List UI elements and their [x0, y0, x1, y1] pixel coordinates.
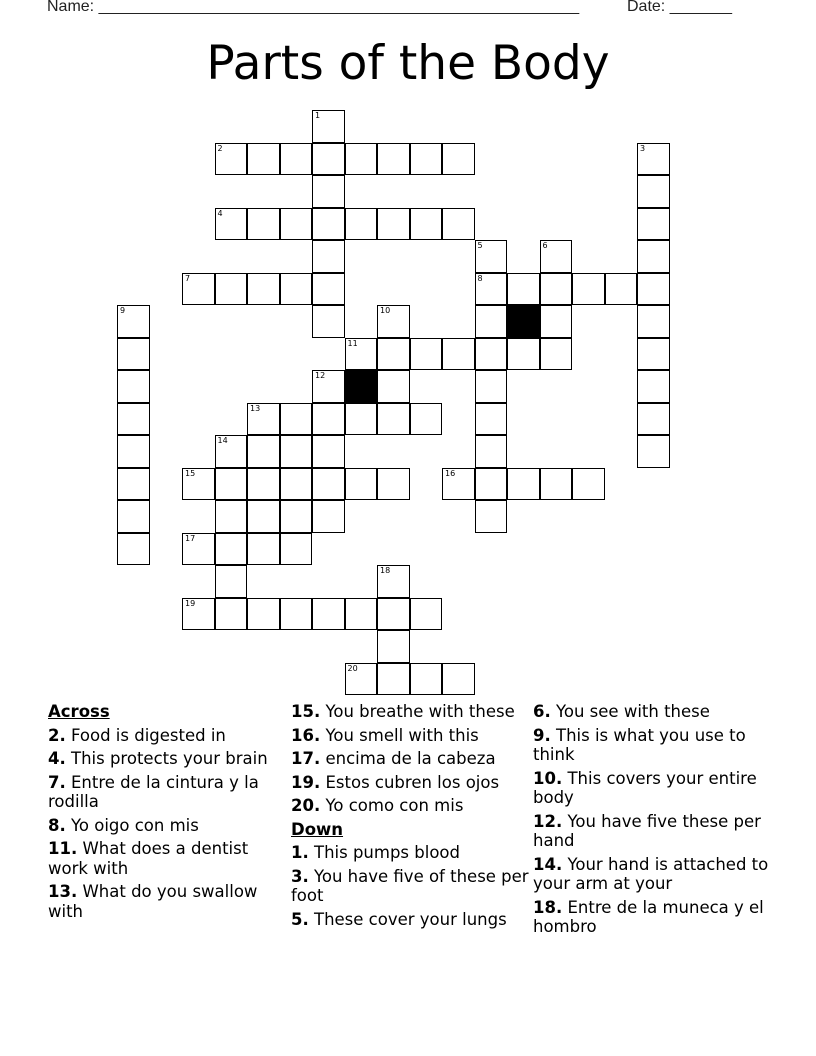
crossword-block [507, 305, 540, 338]
clue-number-label: 11 [347, 338, 358, 348]
crossword-cell[interactable] [475, 338, 508, 371]
crossword-cell[interactable] [572, 273, 605, 306]
clue-number-label: 4 [217, 208, 223, 218]
clue-across-11 [48, 839, 288, 878]
down-heading: Down [291, 819, 344, 839]
clue-number-label: 1 [315, 111, 321, 120]
crossword-cell[interactable] [117, 305, 150, 338]
crossword-cell[interactable] [637, 370, 670, 403]
clue-number: 9. [533, 725, 551, 745]
crossword-cell[interactable] [280, 208, 313, 241]
crossword-cell[interactable] [280, 598, 313, 631]
clue-down-18 [533, 898, 769, 937]
crossword-cell[interactable] [410, 403, 443, 436]
crossword-cell[interactable] [215, 208, 248, 241]
crossword-cell[interactable] [312, 598, 345, 631]
crossword-cell[interactable] [637, 143, 670, 176]
crossword-block [345, 370, 378, 403]
clues-column-3 [533, 702, 769, 941]
crossword-cell[interactable] [637, 435, 670, 468]
crossword-cell[interactable] [312, 143, 345, 176]
clue-number: 2. [48, 725, 66, 745]
crossword-cell[interactable] [117, 500, 150, 533]
clue-number: 12. [533, 811, 563, 831]
clue-number: 8. [48, 815, 66, 835]
crossword-cell[interactable] [215, 598, 248, 631]
crossword-cell[interactable] [442, 663, 475, 696]
crossword-cell[interactable] [280, 468, 313, 501]
crossword-cell[interactable] [637, 305, 670, 338]
clue-text: Yo como con mis [320, 796, 464, 815]
clue-number: 20. [291, 796, 321, 815]
crossword-cell[interactable] [637, 208, 670, 241]
crossword-cell[interactable] [377, 468, 410, 501]
clue-number: 14. [533, 854, 563, 874]
crossword-cell[interactable] [442, 338, 475, 371]
crossword-cell[interactable] [280, 143, 313, 176]
clue-text: This pumps blood [308, 843, 460, 862]
crossword-cell[interactable] [182, 468, 215, 501]
crossword-cell[interactable] [247, 598, 280, 631]
crossword-cell[interactable] [475, 240, 508, 273]
crossword-cell[interactable] [182, 533, 215, 566]
clue-number: 15. [291, 702, 321, 721]
clue-number-label: 12 [315, 371, 326, 380]
crossword-cell[interactable] [410, 208, 443, 241]
clue-text: Estos cubren los ojos [320, 772, 500, 792]
crossword-cell[interactable] [312, 435, 345, 468]
crossword-cell[interactable] [540, 273, 573, 306]
crossword-cell[interactable] [345, 468, 378, 501]
clue-number-label: 8 [477, 273, 483, 283]
clue-text: You have five of these per foot [291, 866, 529, 905]
crossword-cell[interactable] [442, 208, 475, 241]
crossword-cell[interactable] [247, 500, 280, 533]
crossword-cell[interactable] [117, 338, 150, 371]
crossword-cell[interactable] [345, 598, 378, 631]
clue-number: 16. [291, 725, 321, 745]
crossword-cell[interactable] [637, 338, 670, 371]
crossword-cell[interactable] [182, 273, 215, 306]
crossword-cell[interactable] [377, 630, 410, 663]
clue-down-12 [533, 812, 769, 851]
clue-text: This covers your entire body [533, 768, 757, 807]
clue-across-19 [291, 773, 531, 793]
clue-text: You smell with this [320, 725, 479, 745]
crossword-cell[interactable] [280, 500, 313, 533]
crossword-cell[interactable] [637, 175, 670, 208]
clue-text: You see with these [550, 702, 710, 721]
crossword-cell[interactable] [215, 435, 248, 468]
clue-number-label: 18 [380, 566, 391, 575]
crossword-cell[interactable] [475, 370, 508, 403]
crossword-cell[interactable] [377, 370, 410, 403]
clue-text: You breathe with these [320, 702, 515, 721]
clue-number: 3. [291, 866, 309, 886]
crossword-cell[interactable] [312, 305, 345, 338]
clue-number-label: 10 [380, 306, 391, 315]
crossword-cell[interactable] [637, 403, 670, 436]
clue-number-label: 5 [477, 241, 483, 250]
crossword-cell[interactable] [377, 598, 410, 631]
clue-number: 4. [48, 749, 66, 768]
clue-text: This is what you use to think [533, 725, 746, 764]
crossword-cell[interactable] [605, 273, 638, 306]
crossword-cell[interactable] [215, 273, 248, 306]
crossword-cell[interactable] [475, 305, 508, 338]
crossword-cell[interactable] [410, 338, 443, 371]
crossword-cell[interactable] [475, 403, 508, 436]
clue-number-label: 20 [347, 663, 358, 673]
crossword-cell[interactable] [572, 468, 605, 501]
clue-number-label: 19 [185, 598, 196, 608]
crossword-cell[interactable] [247, 533, 280, 566]
crossword-cell[interactable] [637, 240, 670, 273]
clue-number-label: 3 [640, 143, 646, 153]
crossword-cell[interactable] [377, 208, 410, 241]
clue-across-2 [48, 726, 288, 746]
clue-text: What does a dentist work with [48, 839, 249, 878]
crossword-cell[interactable] [312, 468, 345, 501]
clue-text: Entre de la muneca y el hombro [533, 897, 764, 936]
clue-text: Your hand is attached to your arm at your [533, 854, 769, 893]
clue-text: You have five these per hand [533, 811, 761, 850]
clue-number: 13. [48, 882, 78, 901]
crossword-cell[interactable] [540, 305, 573, 338]
clue-number-label: 16 [445, 468, 456, 478]
crossword-cell[interactable] [215, 500, 248, 533]
crossword-cell[interactable] [637, 273, 670, 306]
crossword-cell[interactable] [345, 338, 378, 371]
crossword-cell[interactable] [377, 143, 410, 176]
page-title: Parts of the Body [206, 36, 610, 91]
clue-across-4 [48, 749, 288, 769]
clue-across-17 [291, 749, 531, 769]
crossword-cell[interactable] [280, 435, 313, 468]
crossword-cell[interactable] [182, 598, 215, 631]
crossword-cell[interactable] [442, 143, 475, 176]
crossword-cell[interactable] [312, 500, 345, 533]
crossword-cell[interactable] [312, 273, 345, 306]
clue-number-label: 17 [185, 533, 196, 543]
clue-number: 7. [48, 772, 66, 792]
across-heading: Across [48, 702, 110, 721]
crossword-cell[interactable] [507, 338, 540, 371]
clue-text: Food is digested in [65, 725, 226, 745]
clue-down-14 [533, 855, 769, 894]
clues-column-1 [48, 702, 288, 925]
crossword-cell[interactable] [312, 403, 345, 436]
clue-number-label: 2 [217, 143, 223, 153]
clue-number-label: 7 [185, 273, 191, 283]
crossword-cell[interactable] [247, 208, 280, 241]
clue-number: 19. [291, 772, 321, 792]
clue-down-1 [291, 843, 531, 863]
clue-text: These cover your lungs [308, 909, 507, 929]
crossword-cell[interactable] [507, 273, 540, 306]
crossword-cell[interactable] [247, 273, 280, 306]
crossword-cell[interactable] [312, 240, 345, 273]
clue-number-label: 15 [185, 468, 196, 478]
crossword-cell[interactable] [377, 338, 410, 371]
clue-across-16 [291, 726, 531, 746]
clue-across-7 [48, 773, 288, 812]
crossword-cell[interactable] [215, 143, 248, 176]
crossword-cell[interactable] [215, 533, 248, 566]
clue-text: Entre de la cintura y la rodilla [48, 772, 259, 811]
crossword-cell[interactable] [117, 468, 150, 501]
crossword-cell[interactable] [410, 598, 443, 631]
clue-down-3 [291, 867, 531, 906]
crossword-cell[interactable] [247, 468, 280, 501]
crossword-cell[interactable] [540, 468, 573, 501]
clue-number-label: 9 [120, 306, 126, 315]
crossword-cell[interactable] [117, 533, 150, 566]
crossword-cell[interactable] [247, 143, 280, 176]
crossword-cell[interactable] [442, 468, 475, 501]
clue-text: Yo oigo con mis [65, 815, 199, 835]
crossword-cell[interactable] [410, 143, 443, 176]
crossword-cell[interactable] [312, 370, 345, 403]
crossword-cell[interactable] [377, 305, 410, 338]
clue-across-20 [291, 796, 531, 816]
clue-number: 1. [291, 843, 309, 862]
clue-down-6 [533, 702, 769, 722]
crossword-cell[interactable] [475, 273, 508, 306]
crossword-cell[interactable] [345, 143, 378, 176]
name-field-line[interactable]: Name: ______________________________________________________ [47, 0, 580, 15]
clue-number: 5. [291, 909, 309, 929]
clue-number-label: 14 [217, 436, 228, 445]
clue-down-10 [533, 769, 769, 808]
crossword-cell[interactable] [507, 468, 540, 501]
clue-text: What do you swallow with [48, 882, 258, 921]
crossword-cell[interactable] [117, 370, 150, 403]
crossword-cell[interactable] [215, 565, 248, 598]
date-field-line[interactable]: Date: _______ [627, 0, 732, 15]
clue-number: 18. [533, 897, 563, 917]
clues-column-2 [291, 702, 531, 933]
crossword-cell[interactable] [410, 663, 443, 696]
clue-number-label: 13 [250, 403, 261, 413]
crossword-cell[interactable] [540, 338, 573, 371]
clue-number: 6. [533, 702, 551, 721]
clue-down-5 [291, 910, 531, 930]
crossword-cell[interactable] [475, 468, 508, 501]
clue-text: This protects your brain [65, 749, 268, 768]
crossword-cell[interactable] [247, 403, 280, 436]
clue-across-13 [48, 882, 288, 921]
clue-down-9 [533, 726, 769, 765]
crossword-cell[interactable] [540, 240, 573, 273]
clue-across-15 [291, 702, 531, 722]
crossword-cell[interactable] [312, 175, 345, 208]
crossword-cell[interactable] [377, 565, 410, 598]
crossword-cell[interactable] [280, 403, 313, 436]
crossword-cell[interactable] [345, 208, 378, 241]
crossword-cell[interactable] [280, 533, 313, 566]
crossword-cell[interactable] [345, 403, 378, 436]
clue-across-8 [48, 816, 288, 836]
clue-text: encima de la cabeza [320, 749, 496, 768]
crossword-cell[interactable] [475, 435, 508, 468]
clue-number-label: 6 [542, 241, 548, 250]
crossword-cell[interactable] [312, 208, 345, 241]
crossword-cell[interactable] [345, 663, 378, 696]
crossword-cell[interactable] [247, 435, 280, 468]
clue-number: 10. [533, 768, 563, 788]
crossword-cell[interactable] [377, 403, 410, 436]
crossword-cell[interactable] [377, 663, 410, 696]
clue-number: 11. [48, 839, 78, 858]
crossword-cell[interactable] [312, 110, 345, 143]
crossword-cell[interactable] [215, 468, 248, 501]
crossword-cell[interactable] [280, 273, 313, 306]
clue-number: 17. [291, 749, 321, 768]
crossword-cell[interactable] [117, 403, 150, 436]
crossword-cell[interactable] [475, 500, 508, 533]
crossword-cell[interactable] [117, 435, 150, 468]
